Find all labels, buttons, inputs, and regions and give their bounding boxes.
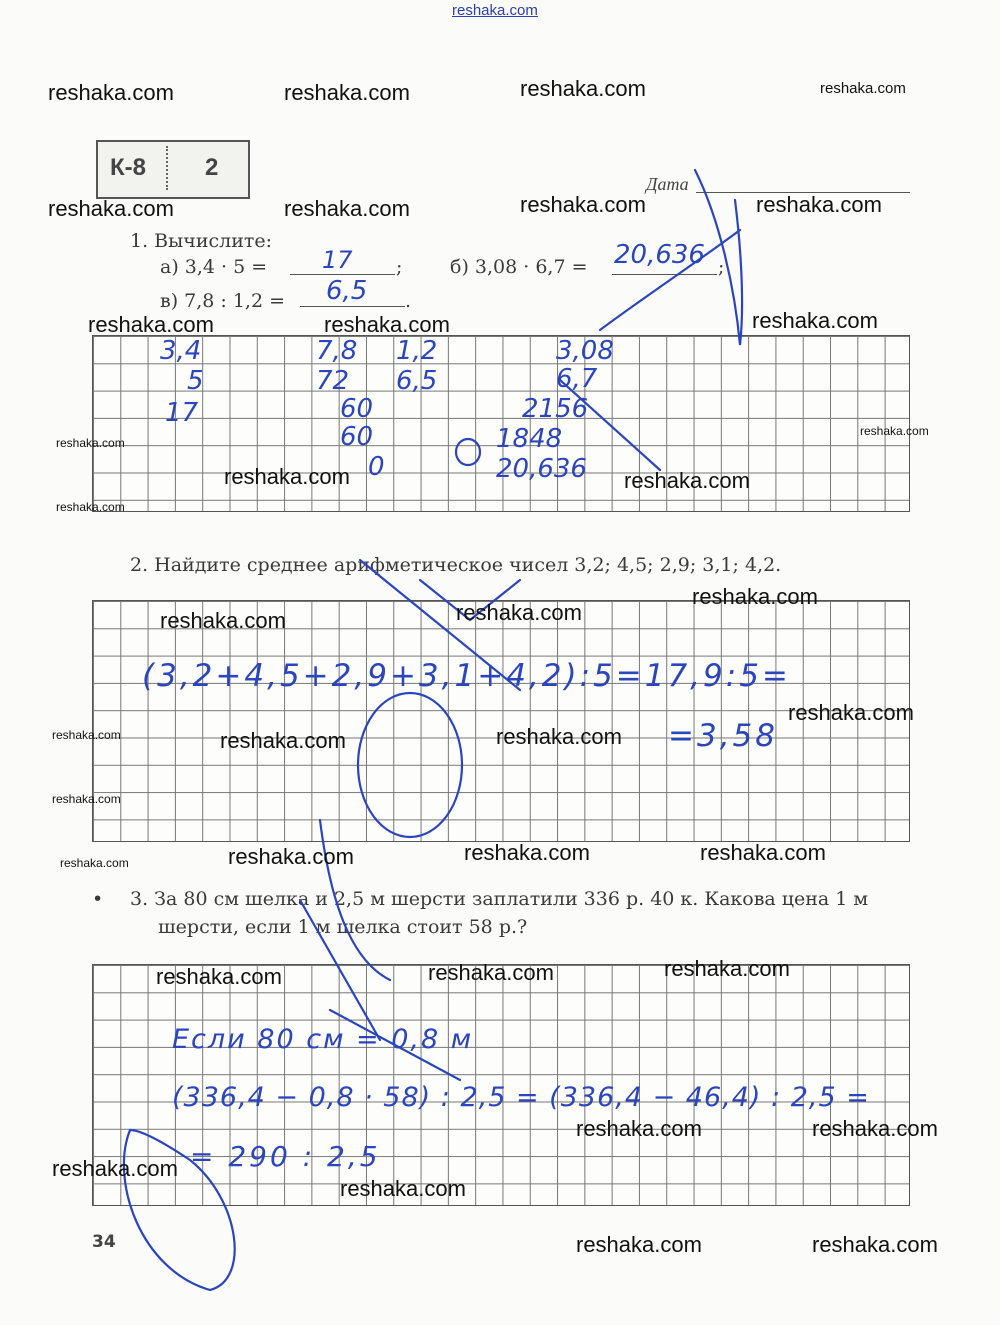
task-variant: 2 — [205, 154, 219, 181]
watermark: reshaka.com — [340, 1176, 466, 1201]
task2-line1: (3,2+4,5+2,9+3,1+4,2):5=17,9:5= — [142, 658, 791, 694]
task1-v-answer: 6,5 — [326, 276, 368, 306]
task1-a-answer: 17 — [322, 246, 353, 274]
watermark: reshaka.com — [860, 424, 929, 438]
watermark: reshaka.com — [60, 856, 129, 870]
scribble-oval — [358, 693, 462, 837]
watermark: reshaka.com — [520, 192, 646, 217]
watermark: reshaka.com — [52, 728, 121, 742]
watermark: reshaka.com — [224, 464, 350, 489]
task2-line2: =3,58 — [668, 718, 778, 754]
task1-mult2-line3: 2156 — [522, 394, 589, 424]
watermark: reshaka.com — [88, 312, 214, 337]
task1-mult2-line2: 6,7 — [556, 364, 598, 394]
task1-mult1-line1: 3,4 — [160, 336, 202, 366]
date-label: Дата — [646, 174, 689, 194]
watermark: reshaka.com — [464, 840, 590, 865]
task1-div-quotient: 6,5 — [396, 366, 438, 396]
watermark: reshaka.com — [820, 80, 906, 97]
task1-a-semicolon: ; — [396, 256, 403, 278]
task1-div-rem2: 0 — [368, 452, 385, 482]
scribble-stroke — [600, 230, 740, 330]
task1-mult1-line2: 5 — [187, 366, 204, 396]
watermark: reshaka.com — [576, 1232, 702, 1257]
scribble-stroke — [330, 1010, 460, 1080]
watermark: reshaka.com — [428, 960, 554, 985]
task1-a-expression: а) 3,4 · 5 = — [160, 256, 268, 278]
task1-b-expression: б) 3,08 · 6,7 = — [450, 256, 588, 278]
task1-div-sub1: 72 — [316, 366, 350, 396]
task1-v-period: . — [405, 290, 412, 312]
watermark: reshaka.com — [756, 192, 882, 217]
watermark: reshaka.com — [788, 700, 914, 725]
task-code: К-8 — [110, 154, 146, 181]
task1-div-dividend: 7,8 — [316, 336, 358, 366]
watermark: reshaka.com — [228, 844, 354, 869]
task1-mult1-line3: 17 — [165, 398, 199, 428]
watermark: reshaka.com — [812, 1232, 938, 1257]
watermark: reshaka.com — [752, 308, 878, 333]
watermark: reshaka.com — [48, 196, 174, 221]
task1-title: 1. Вычислите: — [130, 230, 273, 252]
task1-mult2-line1: 3,08 — [556, 336, 614, 366]
scribble-oval — [456, 439, 480, 465]
watermark: reshaka.com — [324, 312, 450, 337]
watermark: reshaka.com — [284, 80, 410, 105]
watermark: reshaka.com — [496, 724, 622, 749]
watermark: reshaka.com — [56, 500, 125, 514]
watermark: reshaka.com — [692, 584, 818, 609]
watermark: reshaka.com — [220, 728, 346, 753]
task1-b-answer: 20,636 — [614, 240, 705, 270]
watermark: reshaka.com — [160, 608, 286, 633]
task1-div-sub2: 60 — [340, 422, 374, 452]
watermark: reshaka.com — [52, 1156, 178, 1181]
watermark: reshaka.com — [284, 196, 410, 221]
task3-hw-line3: = 290 : 2,5 — [190, 1140, 381, 1173]
site-link[interactable]: reshaka.com — [452, 2, 538, 19]
task3-line1: 3. За 80 см шелка и 2,5 м шерсти заплатили 336 р. 40 к. Какова цена 1 м — [130, 888, 869, 910]
watermark: reshaka.com — [52, 792, 121, 806]
task2-title: 2. Найдите среднее арифметическое чисел 3,2; 4,5; 2,9; 3,1; 4,2. — [130, 554, 782, 576]
task3-bullet: • — [92, 888, 104, 910]
task1-v-expression: в) 7,8 : 1,2 = — [160, 290, 286, 312]
task1-b-semicolon: ; — [718, 256, 725, 278]
task1-mult2-line4: 1848 — [496, 424, 563, 454]
watermark: reshaka.com — [156, 964, 282, 989]
watermark: reshaka.com — [56, 436, 125, 450]
task1-div-divisor: 1,2 — [396, 336, 438, 366]
task1-mult2-line5: 20,636 — [496, 454, 587, 484]
scribble-stroke — [300, 900, 380, 1040]
page-number: 34 — [92, 1232, 116, 1252]
watermark: reshaka.com — [624, 468, 750, 493]
task1-div-rem1: 60 — [340, 394, 374, 424]
watermark: reshaka.com — [812, 1116, 938, 1141]
watermark: reshaka.com — [576, 1116, 702, 1141]
watermark: reshaka.com — [520, 76, 646, 101]
watermark: reshaka.com — [48, 80, 174, 105]
task3-line2: шерсти, если 1 м шелка стоит 58 р.? — [158, 916, 528, 938]
task3-hw-line1: Если 80 см = 0,8 м — [172, 1024, 474, 1055]
scribble-stroke — [124, 1130, 235, 1290]
task3-hw-line2: (336,4 − 0,8 · 58) : 2,5 = (336,4 − 46,4) : 2,5 = — [172, 1082, 870, 1113]
watermark: reshaka.com — [664, 956, 790, 981]
scribble-stroke — [560, 380, 660, 470]
watermark: reshaka.com — [700, 840, 826, 865]
watermark: reshaka.com — [456, 600, 582, 625]
